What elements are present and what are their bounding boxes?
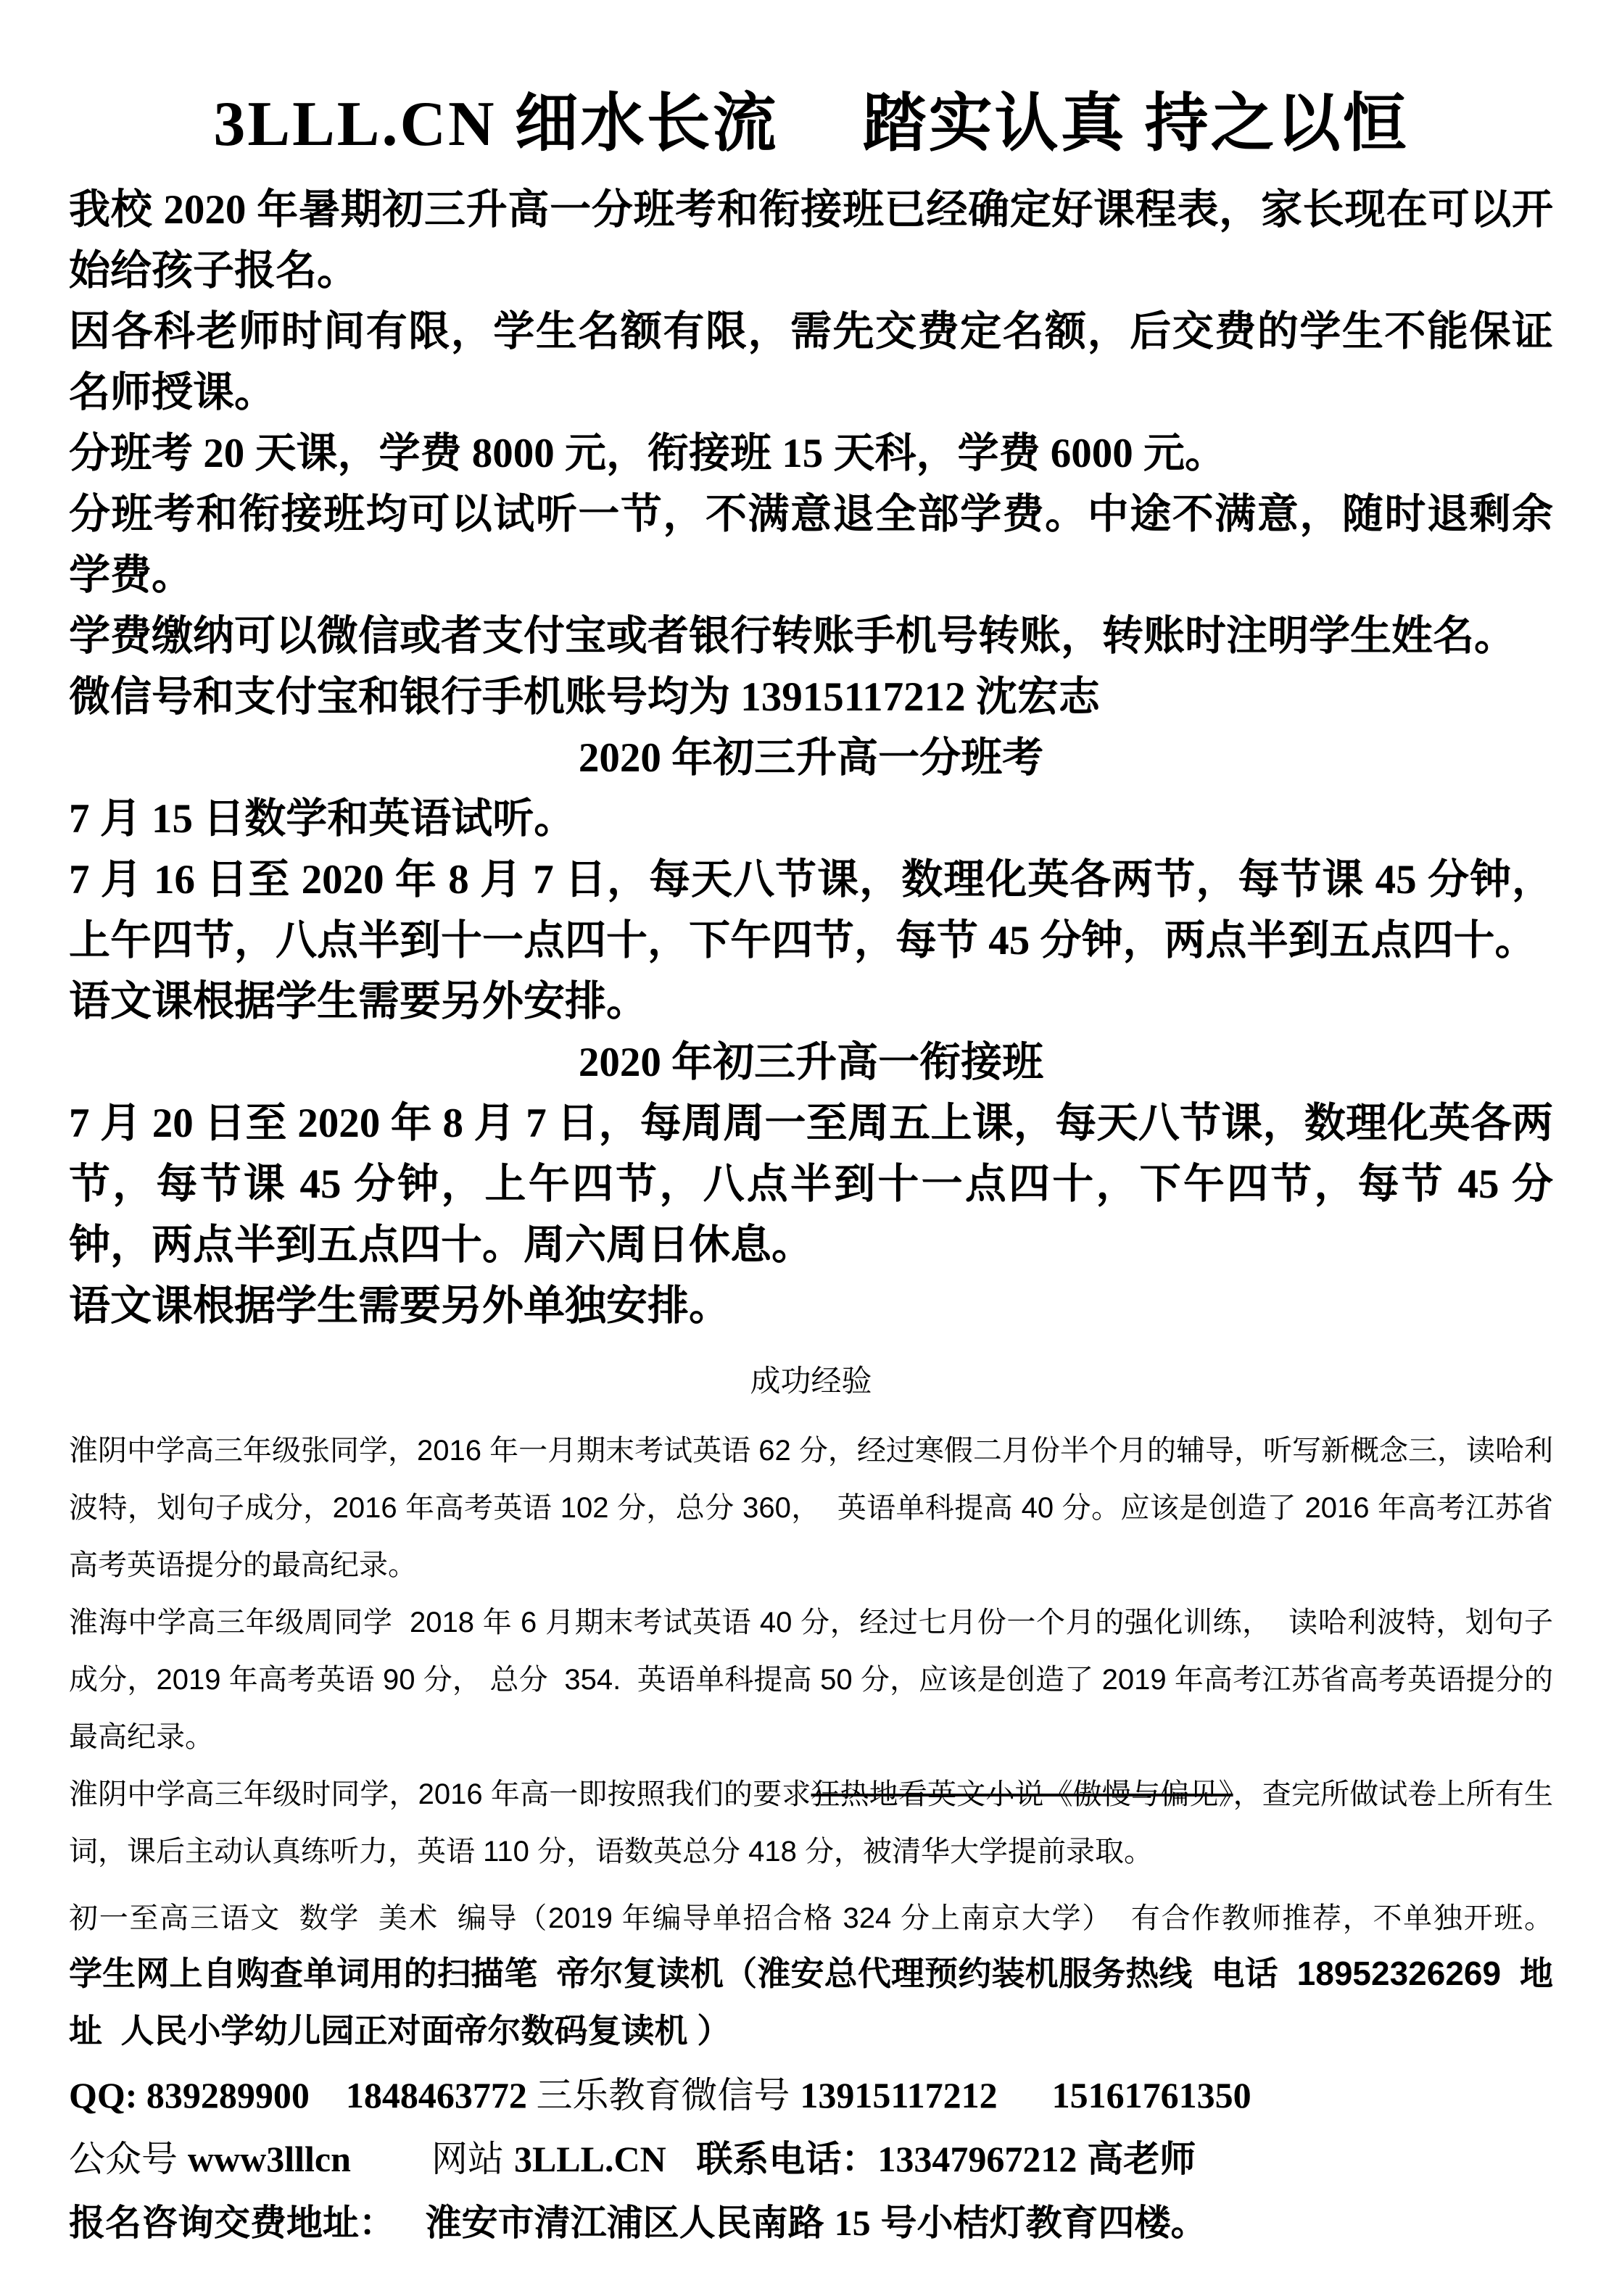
bridging-class-chinese-note: 语文课根据学生需要另外单独安排。 <box>69 1283 730 1329</box>
address-suffix: 号小桔灯教育四楼。 <box>870 2202 1207 2243</box>
success-story-shi-strikethrough: 狂热地看英文小说《傲慢与偏见》 <box>811 1778 1233 1810</box>
success-story-shi-after: ，查完所做试卷上所有生词，课后主动认真练听力，英语 110 分，语数英总分 418 分，被清华大学提前录取。 <box>69 1778 1553 1868</box>
wechat-numbers: 13915117212 15161761350 <box>800 2075 1251 2115</box>
public-account-label: 公众号 <box>69 2139 188 2179</box>
section-heading-placement-exam: 2020 年初三升高一分班考 <box>578 735 1044 781</box>
address-prefix: 报名咨询交费地址： 淮安市清江浦区人民南路 <box>69 2202 835 2243</box>
public-account-id: www3lllcn <box>187 2139 351 2179</box>
intro-paragraph-signup: 我校 2020 年暑期初三升高一分班考和衔接班已经确定好课程表，家长现在可以开始给孩子报名。 <box>69 187 1553 294</box>
bridging-class-schedule: 7 月 20 日至 2020 年 8 月 7 日，每周周一至周五上课，每天八节课，数理化英各两节，每节课 45 分钟，上午四节，八点半到十一点四十，下午四节，每节 45 分钟，两点半到五点四十。周六周日休息。 <box>69 1101 1553 1268</box>
placement-exam-chinese-note: 语文课根据学生需要另外安排。 <box>69 979 647 1024</box>
success-story-zhou: 淮海中学高三年级周同学 2018 年 6 月期末考试英语 40 分，经过七月份一个月的强化训练， 读哈利波特，划句子成分，2019 年高考英语 90 分， 总分 354. 英语单科提高 50 分，应该是创造了 2019 年高考江苏省高考英语提分的最高纪录。 <box>69 1607 1553 1753</box>
intro-paragraph-tuition: 分班考 20 天课，学费 8000 元，衔接班 15 天科，学费 6000 元。 <box>69 431 1226 476</box>
wechat-label: 三乐教育微信号 <box>536 2075 800 2115</box>
website-label: 网站 <box>350 2139 514 2179</box>
placement-exam-trial: 7 月 15 日数学和英语试听。 <box>69 796 576 842</box>
intro-paragraph-account: 微信号和支付宝和银行手机账号均为 13915117212 沈宏志 <box>69 674 1100 720</box>
page-title: 3LLL.CN 细水长流 踏实认真 持之以恒 <box>213 89 1409 159</box>
section-heading-success-stories: 成功经验 <box>750 1364 872 1398</box>
other-courses-paragraph <box>69 1891 1586 2060</box>
success-story-shi-before: 淮阴中学高三年级时同学，2016 年高一即按照我们的要求 <box>69 1778 811 1810</box>
placement-exam-schedule: 7 月 16 日至 2020 年 8 月 7 日，每天八节课，数理化英各两节，每节课 45 分钟，上午四节，八点半到十一点四十，下午四节，每节 45 分钟，两点半到五点四十。 <box>69 857 1553 963</box>
intro-paragraph-quota: 因各科老师时间有限，学生名额有限，需先交费定名额，后交费的学生不能保证名师授课。 <box>69 309 1553 415</box>
qq-numbers: QQ: 839289900 1848463772 <box>69 2075 537 2115</box>
teacher-name: 高老师 <box>1077 2139 1196 2179</box>
contact-address-line <box>69 2194 1553 2252</box>
phone-number: 13347967212 <box>877 2139 1077 2179</box>
other-courses-normal: 初一至高三语文 数学 美术 编导（2019 年编导单招合格 324 分上南京大学） 有合作教师推荐，不单独开班。 <box>69 1902 1586 1934</box>
section-heading-bridging-class: 2020 年初三升高一衔接班 <box>578 1040 1044 1085</box>
success-story-shi <box>69 1766 1553 1881</box>
phone-label: 联系电话： <box>666 2139 878 2179</box>
intro-paragraph-refund: 分班考和衔接班均可以试听一节，不满意退全部学费。中途不满意，随时退剩余学费。 <box>69 492 1553 598</box>
scanner-pen-bold-text: 学生网上自购查单词用的扫描笔 帝尔复读机（淮安总代理预约装机服务热线 电话 18952326269 地址 人民小学幼儿园正对面帝尔数码复读机 ） <box>69 1955 1553 2050</box>
success-story-zhang: 淮阴中学高三年级张同学，2016 年一月期末考试英语 62 分，经过寒假二月份半个月的辅导，听写新概念三，读哈利波特，划句子成分，2016 年高考英语 102 分，总分 360， 英语单科提高 40 分。应该是创造了 2016 年高考江苏省高考英语提分的最高纪录。 <box>69 1435 1553 1581</box>
address-number: 15 <box>834 2202 871 2243</box>
intro-paragraph-payment: 学费缴纳可以微信或者支付宝或者银行转账手机号转账，转账时注明学生姓名。 <box>69 613 1515 659</box>
website-url: 3LLL.CN <box>513 2139 666 2179</box>
contact-qq-line <box>69 2066 1553 2124</box>
contact-public-account-line <box>69 2130 1553 2188</box>
